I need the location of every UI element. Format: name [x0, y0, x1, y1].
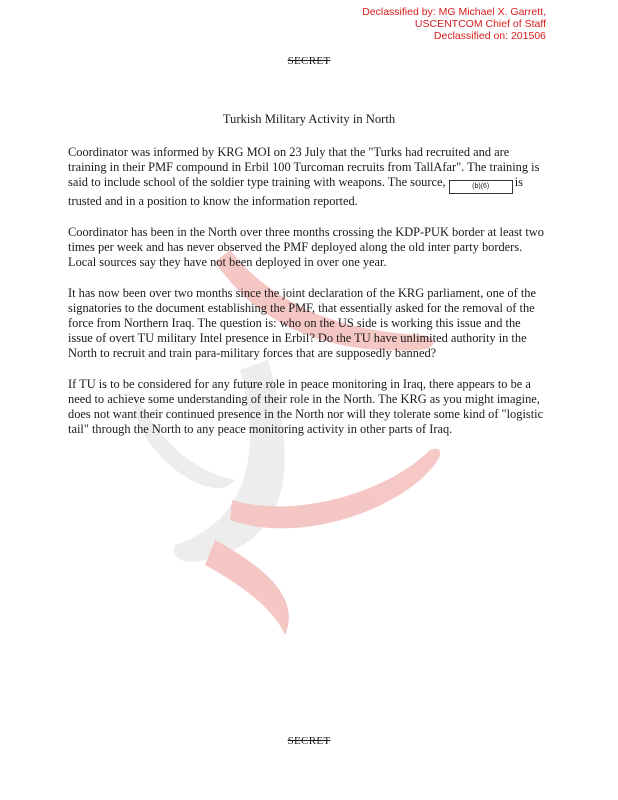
- watermark-red-hook: [205, 540, 289, 635]
- paragraph-4: If TU is to be considered for any future role in peace monitoring in Iraq, there appears to be a need to achieve some understanding of their role in the North. The KRG as you might imagine, does not want their continued presence in the North nor will they tolerate some kind of "logistic tail" through the North to any peace monitoring activity in other parts of Iraq.: [68, 377, 544, 436]
- paragraph-2: Coordinator has been in the North over three months crossing the KDP-PUK border at least two times per week and has never observed the PMF deployed along the old inter party borders. Local sources say they have not been deployed in over one year.: [68, 225, 544, 269]
- paragraph-1-text-a: Coordinator was informed by KRG MOI on 23 July that the "Turks had recruited and are training in their PMF compound in Erbil 100 Turcoman recruits from TallAfar". The training is said to include school of the soldier type training with weapons. The source,: [68, 145, 540, 189]
- declass-line-3: Declassified on: 201506: [433, 30, 546, 42]
- declass-line-2: USCENTCOM Chief of Staff: [414, 18, 546, 30]
- watermark-red-swoosh-lower: [230, 449, 440, 529]
- declassification-stamp: [362, 6, 546, 42]
- redaction-box: (b)(6): [449, 180, 513, 194]
- classification-marking-bottom: SECRET: [287, 735, 331, 747]
- document-body: [68, 145, 544, 453]
- document-title: Turkish Military Activity in North: [222, 112, 396, 126]
- declass-line-1: Declassified by: MG Michael X. Garrett,: [362, 6, 546, 18]
- paragraph-1-text-b: is trusted and in a position to know the information reported.: [68, 175, 523, 208]
- paragraph-3: It has now been over two months since the joint declaration of the KRG parliament, one of the signatories to the document establishing the PMF, that essentially asked for the removal of the force from Northern Iraq. The question is: who on the US side is working this issue and the issue of overt TU military Intel presence in Erbil? Do the TU have unlimited authority in the North to recruit and train para-military forces that are supposedly banned?: [68, 286, 536, 360]
- paragraph-1: [68, 145, 544, 209]
- classification-marking-top: SECRET: [287, 55, 331, 67]
